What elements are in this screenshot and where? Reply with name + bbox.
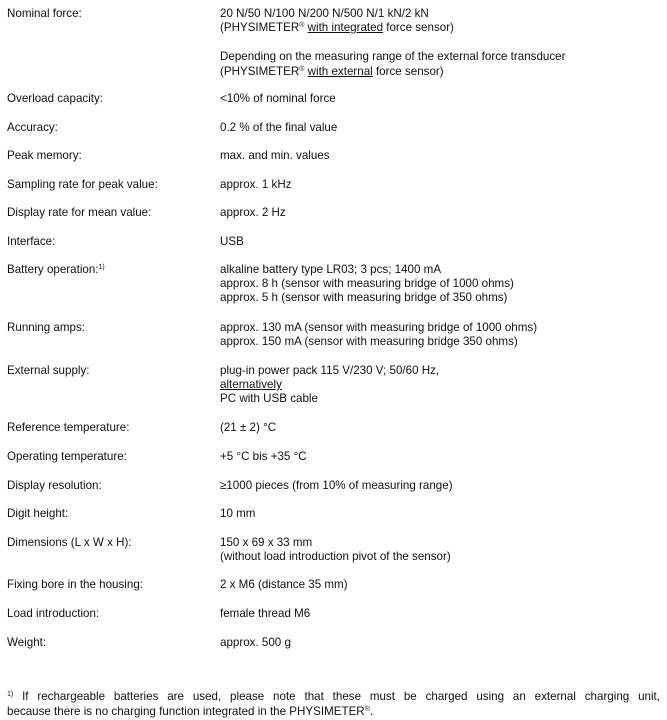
text-run: (PHYSIMETER xyxy=(220,64,300,78)
spec-value xyxy=(220,636,291,650)
underlined-text: with integrated xyxy=(307,21,384,35)
spec-label: Operating temperature: xyxy=(7,450,127,463)
spec-label xyxy=(7,263,105,277)
value-line: approx. 500 g xyxy=(220,636,291,649)
value-line: approx. 2 Hz xyxy=(220,206,286,219)
spec-value xyxy=(220,206,286,220)
spec-label: Dimensions (L x W x H): xyxy=(7,536,132,549)
spec-value xyxy=(220,149,330,163)
spec-value xyxy=(220,7,565,79)
spec-label: Accuracy: xyxy=(7,121,58,134)
footnote-mark: 1) xyxy=(7,691,14,698)
spec-value xyxy=(220,121,337,135)
value-line: 2 x M6 (distance 35 mm) xyxy=(220,578,348,591)
spec-label: Interface: xyxy=(7,235,56,248)
text-run: force sensor) xyxy=(372,64,444,78)
spec-value xyxy=(220,92,336,106)
value-line: ≥1000 pieces (from 10% of measuring range) xyxy=(220,479,453,492)
value-line: 20 N/50 N/100 N/200 N/500 N/1 kN/2 kN xyxy=(220,7,429,20)
spec-label: Nominal force: xyxy=(7,7,82,20)
spec-label: External supply: xyxy=(7,364,90,377)
spec-value xyxy=(220,507,255,521)
spec-label: Load introduction: xyxy=(7,607,100,620)
spec-value xyxy=(220,536,451,564)
footnote-text: If rechargeable batteries are used, please note that these must be charged using an external charging unit, xyxy=(13,690,660,703)
spec-label: Reference temperature: xyxy=(7,421,130,434)
registered-mark: ® xyxy=(299,22,305,30)
value-line: USB xyxy=(220,235,244,248)
value-line: approx. 1 kHz xyxy=(220,178,292,191)
spec-value xyxy=(220,263,514,306)
value-line: max. and min. values xyxy=(220,149,330,162)
spec-label: Sampling rate for peak value: xyxy=(7,178,158,191)
value-line: PC with USB cable xyxy=(220,392,318,406)
value-line: approx. 8 h (sensor with measuring bridge of 1000 ohms) xyxy=(220,277,514,291)
value-line: female thread M6 xyxy=(220,607,311,620)
spec-label: Fixing bore in the housing: xyxy=(7,578,143,591)
value-line: Depending on the measuring range of the external force transducer xyxy=(220,50,566,64)
value-line: alternatively xyxy=(220,378,282,392)
spec-label: Overload capacity: xyxy=(7,92,104,105)
footnote-line xyxy=(7,690,660,705)
value-line xyxy=(220,65,565,79)
spec-value xyxy=(220,450,307,464)
spec-value xyxy=(220,421,276,435)
spec-value xyxy=(220,321,537,349)
value-line: (21 ± 2) °C xyxy=(220,421,277,434)
value-line: approx. 130 mA (sensor with measuring bridge of 1000 ohms) xyxy=(220,321,538,334)
spec-value xyxy=(220,479,453,493)
footnote-text: . xyxy=(369,704,374,718)
value-line: approx. 150 mA (sensor with measuring bridge 350 ohms) xyxy=(220,335,518,349)
text-run: force sensor) xyxy=(383,21,454,35)
spec-value xyxy=(220,607,310,621)
spec-label: Display resolution: xyxy=(7,479,102,492)
registered-mark: ® xyxy=(364,705,370,713)
value-line xyxy=(220,21,565,35)
spec-label: Display rate for mean value: xyxy=(7,206,152,219)
spec-value xyxy=(220,578,348,592)
value-line: +5 °C bis +35 °C xyxy=(220,450,307,463)
value-line: plug-in power pack 115 V/230 V; 50/60 Hz, xyxy=(220,364,440,377)
underlined-text: with external xyxy=(307,64,373,78)
footnote xyxy=(7,690,660,719)
spec-label: Running amps: xyxy=(7,321,85,334)
spec-label: Digit height: xyxy=(7,507,69,520)
value-line: approx. 5 h (sensor with measuring bridge of 350 ohms) xyxy=(220,291,508,305)
footnote-ref: 1) xyxy=(98,264,105,271)
value-line: 150 x 69 x 33 mm xyxy=(220,536,313,549)
spec-value xyxy=(220,178,292,192)
spec-label: Peak memory: xyxy=(7,149,82,162)
value-line: 10 mm xyxy=(220,507,256,520)
spec-label: Weight: xyxy=(7,636,47,649)
value-line: <10% of nominal force xyxy=(220,92,336,105)
footnote-line xyxy=(7,705,660,720)
footnote-text: because there is no charging function integrated in the PHYSIMETER xyxy=(7,704,365,718)
spec-value xyxy=(220,364,439,407)
label-text: Battery operation: xyxy=(7,263,99,276)
value-line: 0.2 % of the final value xyxy=(220,121,338,134)
value-line: alkaline battery type LR03; 3 pcs; 1400 mA xyxy=(220,263,442,276)
value-line: (without load introduction pivot of the sensor) xyxy=(220,550,451,564)
spec-value xyxy=(220,235,244,249)
registered-mark: ® xyxy=(299,65,305,73)
text-run: (PHYSIMETER xyxy=(220,21,300,35)
